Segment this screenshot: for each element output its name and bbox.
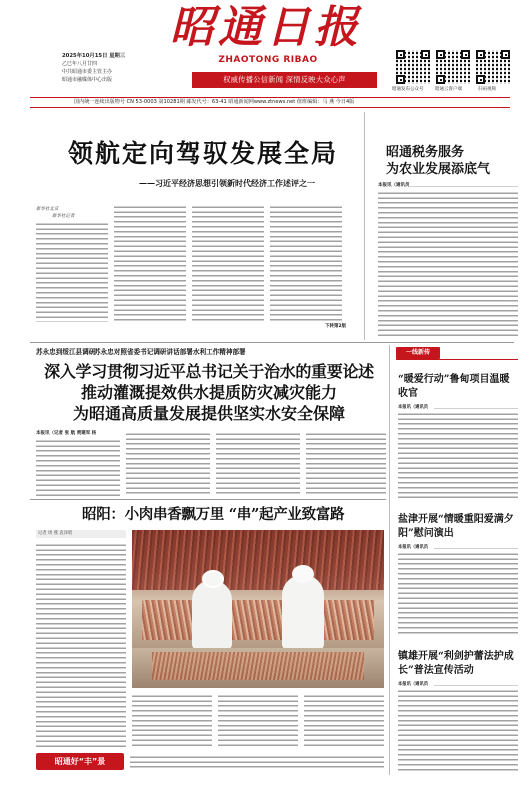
tax-title: 为农业发展添底气 [386, 162, 491, 177]
section-rule [30, 499, 386, 500]
lead-body [270, 203, 342, 322]
food-body [36, 541, 126, 749]
side-byline: 本报讯（通讯员 [398, 405, 429, 410]
side-body [398, 410, 518, 500]
food-body [304, 692, 384, 749]
masthead [0, 0, 528, 96]
water-kicker: 苏永忠到绥江县调研 [36, 348, 96, 356]
food-body [130, 753, 384, 771]
side-body [434, 682, 518, 686]
tax-title: 昭通税务服务 [386, 145, 465, 160]
slogan: 权威传播公信新闻 深情反映大众心声 [223, 75, 346, 84]
ad-text: 昭通好“丰”景 [54, 757, 106, 766]
column-rule [364, 112, 365, 340]
lead-body [192, 203, 264, 322]
lead-byline: 新华社北京 [36, 207, 59, 212]
publisher-line: 昭通市融媒体中心出版 [62, 77, 113, 83]
date-line: 2025年10月15日 星期三 [62, 53, 126, 59]
side-byline: 本报讯（通讯员 [398, 545, 429, 550]
food-body [218, 692, 298, 749]
side-story-title: 盐津开展“情暖重阳爱满夕阳”慰问演出 [398, 514, 514, 539]
side-body [434, 545, 518, 549]
qr-label: 扫码视频 [478, 87, 496, 92]
sidebar-header-label: 一线新传 [405, 349, 430, 356]
tax-body [378, 189, 518, 339]
water-title: 为昭通高质量发展提供坚实水安全保障 [72, 404, 345, 423]
sidebar-header [396, 347, 518, 360]
water-top-line: 苏永忠对照省委书记调研讲话部署水利工作精神部署 [94, 348, 246, 356]
lead-title: 领航定向驾驭发展全局 [67, 139, 338, 168]
tax-body [410, 183, 518, 187]
water-byline: 本报讯（记者 张 航 贾建军 杨 [36, 431, 97, 436]
qr-label: 昭通云客户端 [435, 87, 462, 92]
water-title: 推动灌溉提效供水提质防灾减灾能力 [80, 383, 337, 402]
food-title: 昭阳：小肉串香飘万里 “串”起产业致富路 [82, 506, 345, 523]
section-rule [30, 342, 514, 343]
water-title: 深入学习贯彻习近平总书记关于治水的重要论述 [44, 362, 374, 381]
food-body [132, 692, 212, 749]
side-body [434, 405, 518, 409]
water-body [36, 437, 120, 496]
side-story-title: “暖爱行动”鲁甸项目温暖收官 [398, 374, 510, 399]
qr-code[interactable] [396, 50, 430, 84]
qr-code[interactable] [476, 50, 510, 84]
water-body [306, 430, 386, 496]
side-story-title: 镇雄开展“利剑护蕾法护成长”普法宣传活动 [398, 651, 514, 676]
sponsor-line: 中共昭通市委主管主办 [62, 69, 113, 75]
water-body [126, 430, 210, 496]
lead-body [114, 203, 186, 322]
side-byline: 本报讯（通讯员 [398, 682, 429, 687]
side-body [398, 550, 518, 636]
qr-code[interactable] [436, 50, 470, 84]
news-photo [132, 530, 384, 688]
food-byline: 记者 周 燕 袁泽昭 [38, 531, 73, 536]
lead-byline: 新华社记者 [52, 214, 75, 219]
lead-body [36, 220, 108, 322]
lead-continued: 下转第2版 [325, 324, 347, 329]
lunar-line: 乙巳年八月廿四 [62, 61, 98, 67]
lead-subtitle: ——习近平经济思想引领新时代经济工作述评之一 [139, 178, 315, 188]
rule [30, 107, 510, 108]
slogan-banner [192, 72, 377, 88]
water-body [216, 430, 300, 496]
side-body [398, 687, 518, 771]
ad-badge[interactable] [36, 753, 124, 770]
issue-info: 国内统一连续出版物号 CN 53-0003 第10281期 邮发代号：63-41 昭通新闻网www.ztnews.net 值班编辑：马 燕 今日4版 [74, 99, 355, 105]
qr-label: 昭通发布公众号 [392, 87, 424, 92]
masthead-pinyin: ZHAOTONG RIBAO [218, 55, 318, 65]
column-rule [389, 345, 390, 775]
tax-byline: 本报讯（通讯员 [378, 183, 410, 188]
masthead-title: 昭通日报 [170, 2, 362, 53]
